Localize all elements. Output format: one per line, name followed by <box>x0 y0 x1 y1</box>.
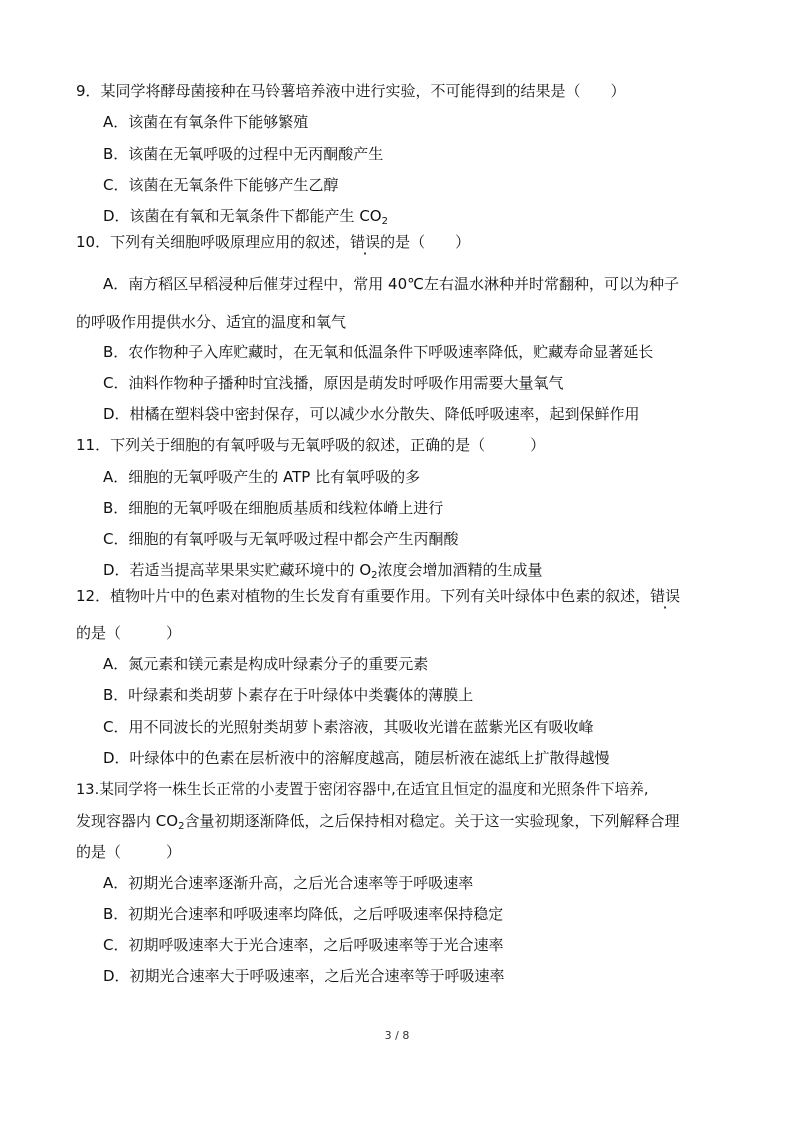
question-11-option-d <box>103 560 543 586</box>
question-10-stem <box>76 232 470 252</box>
question-10-option-d: D．柑橘在塑料袋中密封保存，可以减少水分散失、降低呼吸速率，起到保鲜作用 <box>103 405 640 423</box>
stem-text: 10．下列有关细胞呼吸原理应用的叙述， <box>76 233 351 251</box>
question-9-option-b: B．该菌在无氧呼吸的过程中无丙酮酸产生 <box>103 145 384 163</box>
question-9-option-d <box>103 206 388 232</box>
page-number: 3 / 8 <box>384 1029 410 1042</box>
question-12-option-d: D．叶绿体中的色素在层析液中的溶解度越高，随层析液在滤纸上扩散得越慢 <box>103 749 610 767</box>
question-11-stem: 11．下列关于细胞的有氧呼吸与无氧呼吸的叙述，正确的是（ ） <box>76 436 546 454</box>
question-13-option-d: D．初期光合速率大于呼吸速率，之后光合速率等于呼吸速率 <box>103 967 505 985</box>
question-10-option-b: B．农作物种子入库贮藏时，在无氧和低温条件下呼吸速率降低，贮藏寿命显著延长 <box>103 343 654 361</box>
question-12-option-b: B．叶绿素和类胡萝卜素存在于叶绿体中类囊体的薄膜上 <box>103 686 474 704</box>
question-13-stem-line-3: 的是（ ） <box>76 843 182 861</box>
stem-text-end: 含量初期逐渐降低，之后保持相对稳定。关于这一实验现象，下列解释合理 <box>184 812 680 830</box>
question-9-option-c: C．该菌在无氧条件下能够产生乙醇 <box>103 176 339 194</box>
emphasis-text: 错误 <box>350 233 381 251</box>
question-12-stem-line-2: 的是（ ） <box>76 624 182 642</box>
question-11-option-a: A．细胞的无氧呼吸产生的 ATP 比有氧呼吸的多 <box>103 468 421 486</box>
question-9-option-a: A．该菌在有氧条件下能够繁殖 <box>103 113 309 131</box>
question-12-stem-line-1 <box>76 586 680 606</box>
question-10-option-c: C．油料作物种子播种时宜浅播，原因是萌发时呼吸作用需要大量氧气 <box>103 374 564 392</box>
stem-text: 发现容器内 CO <box>76 812 179 830</box>
question-12-option-a: A．氮元素和镁元素是构成叶绿素分子的重要元素 <box>103 655 429 673</box>
emphasis-text: 错误 <box>650 587 681 605</box>
question-13-stem-line-1: 13.某同学将一株生长正常的小麦置于密闭容器中,在适宜且恒定的温度和光照条件下培养, <box>76 781 649 798</box>
question-12-option-c: C．用不同波长的光照射类胡萝卜素溶液，其吸收光谱在蓝紫光区有吸收峰 <box>103 718 594 736</box>
stem-text-end: 的是（ ） <box>380 233 471 251</box>
question-13-option-b: B．初期光合速率和呼吸速率均降低，之后呼吸速率保持稳定 <box>103 905 504 923</box>
option-d-text-end: 浓度会增加酒精的生成量 <box>377 561 543 579</box>
subscript: 2 <box>371 570 378 581</box>
question-10-option-a-line-2: 的呼吸作用提供水分、适宜的温度和氧气 <box>76 313 347 331</box>
question-9-stem: 9．某同学将酵母菌接种在马铃薯培养液中进行实验，不可能得到的结果是（ ） <box>76 82 626 100</box>
stem-text: 12．植物叶片中的色素对植物的生长发育有重要作用。下列有关叶绿体中色素的叙述， <box>76 587 651 605</box>
subscript: 2 <box>381 216 388 227</box>
subscript: 2 <box>178 821 185 832</box>
option-d-text: D．若适当提高苹果果实贮藏环境中的 O <box>103 561 372 579</box>
question-13-option-a: A．初期光合速率逐渐升高，之后光合速率等于呼吸速率 <box>103 874 474 892</box>
question-10-option-a-line-1: A．南方稻区早稻浸种后催芽过程中，常用 40℃左右温水淋种并时常翻种，可以为种子 <box>103 275 679 293</box>
option-d-text: D．该菌在有氧和无氧条件下都能产生 CO <box>103 207 382 225</box>
question-11-option-c: C．细胞的有氧呼吸与无氧呼吸过程中都会产生丙酮酸 <box>103 530 459 548</box>
question-13-option-c: C．初期呼吸速率大于光合速率，之后呼吸速率等于光合速率 <box>103 936 504 954</box>
question-13-stem-line-2 <box>76 811 679 837</box>
question-11-option-b: B．细胞的无氧呼吸在细胞质基质和线粒体嵴上进行 <box>103 499 444 517</box>
